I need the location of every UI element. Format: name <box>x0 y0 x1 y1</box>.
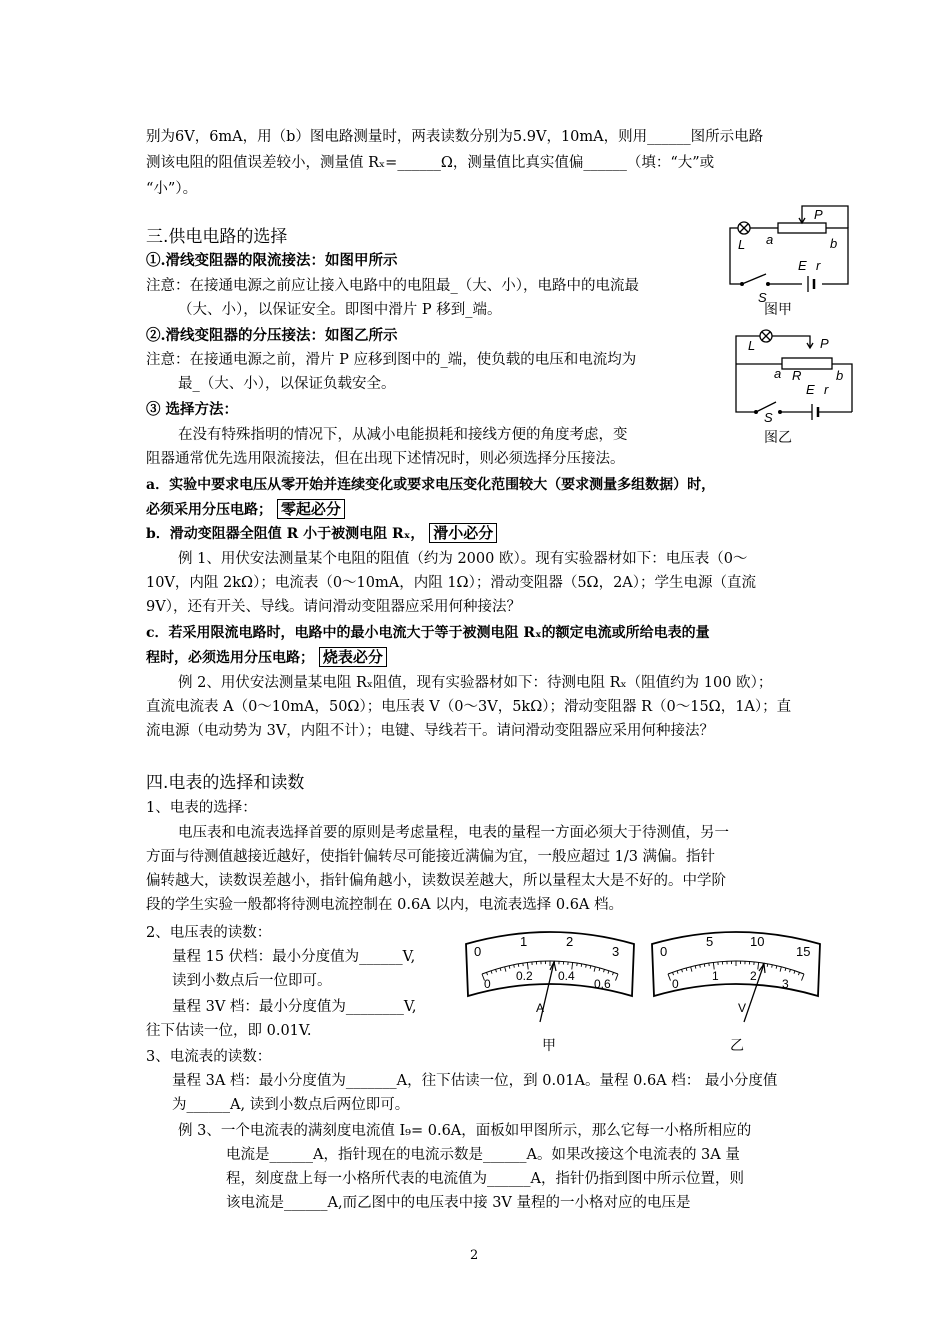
ammeter-dial-jia <box>462 926 642 1054</box>
para-line: 偏转越大，读数误差越小，指针偏角越小，读数误差越大，所以量程太大是不好的。中学阶 <box>146 873 726 889</box>
note-line: （大、小），以保证安全。即图中滑片 P 移到_端。 <box>178 302 502 318</box>
mnemonic-tag: 烧表必分 <box>319 647 387 667</box>
mnemonic-tag: 零起必分 <box>277 499 345 519</box>
para-line: 方面与待测值越接近越好，使指针偏转尽可能接近满偏为宜，一般应超过 1/3 满偏。指针 <box>146 849 716 865</box>
condition-c: c．若采用限流电路时，电路中的最小电流大于等于被测电阻 Rₓ的额定电流或所给电表的量 <box>146 625 710 641</box>
circuit-diagram-yi <box>726 322 860 446</box>
unit-label: V <box>738 1001 747 1015</box>
condition-b <box>146 522 497 545</box>
para-line: 量程 3V 档：最小分度值为________V, <box>172 999 417 1015</box>
scale-tick <box>704 964 705 967</box>
label-P: P <box>820 336 829 351</box>
label-E: E <box>798 258 807 273</box>
page-number: 2 <box>470 1248 479 1263</box>
example-line: 例 3、一个电流表的满刻度电流值 I₉= 0.6A，面板如甲图所示，那么它每一小格所相应的 <box>178 1123 752 1139</box>
example-line: 例 1、用伏安法测量某个电阻的阻值（约为 2000 欧）。现有实验器材如下：电压表（0～ <box>178 551 748 567</box>
para-line: 别为6V，6mA，用（b）图电路测量时，两表读数分别为5.9V，10mA，则用______图所示电路 <box>146 129 764 145</box>
mnemonic-tag: 滑小必分 <box>429 523 497 543</box>
label-R: R <box>792 368 802 383</box>
tick-label-bottom: 3 <box>782 977 789 991</box>
condition-text: 必须采用分压电路； <box>146 502 272 518</box>
tick-label-bottom: 2 <box>750 969 757 983</box>
label-L: L <box>738 237 746 252</box>
tick-label-top: 5 <box>706 934 714 949</box>
heading: 2、电压表的读数： <box>146 925 272 941</box>
heading: ②.滑线变阻器的分压接法：如图乙所示 <box>146 327 398 344</box>
tick-label-top: 1 <box>520 934 528 949</box>
note-line: 注意：在接通电源之前应让接入电路中的电阻最_（大、小），电路中的电流最 <box>146 278 639 294</box>
example-line: 10V，内阻 2kΩ）；电流表（0～10mA，内阻 1Ω）；滑动变阻器（5Ω，2A）；学生电源（直流 <box>146 575 757 591</box>
voltmeter-dial-yi <box>648 926 828 1054</box>
para-line: 测该电阻的阻值误差较小，测量值 Rₓ=______Ω，测量值比真实值偏______（填：“大”或 <box>146 155 715 171</box>
label-r: r <box>816 258 821 273</box>
label-S: S <box>764 410 773 425</box>
tick-label-bottom: 1 <box>712 969 719 983</box>
para-line: 往下估读一位，即 0.01V. <box>146 1023 312 1039</box>
tick-label-bottom: 0.2 <box>516 969 533 983</box>
caption-meter-yi: 乙 <box>730 1037 744 1053</box>
para-line: 段的学生实验一般都将待测电流控制在 0.6A 以内，电流表选择 0.6A 档。 <box>146 897 623 913</box>
para-line: 为______A, 读到小数点后两位即可。 <box>172 1097 410 1113</box>
scale-tick <box>514 965 515 968</box>
section-title: 四.电表的选择和读数 <box>146 773 305 793</box>
condition-a: a．实验中要求电压从零开始并连续变化或要求电压变化范围较大（要求测量多组数据）时， <box>146 477 716 493</box>
example-line: 直流电流表 A（0～10mA，50Ω）；电压表 V（0～3V，5kΩ）；滑动变阻器 R（0～15Ω，1A）；直 <box>146 699 792 715</box>
scale-tick <box>772 965 773 968</box>
heading: ①.滑线变阻器的限流接法：如图甲所示 <box>146 252 398 269</box>
scale-tick <box>586 965 587 968</box>
note-line: 注意：在接通电源之前，滑片 P 应移到图中的_端，使负载的电压和电流均为 <box>146 352 637 368</box>
para-line: “小”）。 <box>146 181 198 197</box>
example-line: 该电流是______A,而乙图中的电压表中接 3V 量程的一小格对应的电压是 <box>226 1195 691 1211</box>
para-line: 电压表和电流表选择首要的原则是考虑量程，电表的量程一方面必须大于待测值，另一 <box>178 825 729 841</box>
label-a: a <box>774 366 782 381</box>
scale-tick <box>518 964 519 967</box>
para-line: 在没有特殊指明的情况下，从减小电能损耗和接线方便的角度考虑，变 <box>178 427 628 443</box>
heading: 1、电表的选择： <box>146 800 257 816</box>
label-b: b <box>836 368 844 383</box>
label-S: S <box>758 290 767 305</box>
tick-label-top: 2 <box>566 934 574 949</box>
unit-label: A <box>536 1001 545 1015</box>
label-L: L <box>748 338 756 353</box>
heading: 3、电流表的读数： <box>146 1049 272 1065</box>
label-a: a <box>766 232 774 247</box>
tick-label-top: 3 <box>612 944 620 959</box>
note-line: 最_（大、小），以保证负载安全。 <box>178 376 396 392</box>
example-line: 例 2、用伏安法测量某电阻 Rₓ阻值，现有实验器材如下：待测电阻 Rₓ（阻值约为 100 欧）； <box>178 675 773 691</box>
tick-label-bottom: 0 <box>484 977 491 991</box>
scale-tick <box>581 964 582 967</box>
tick-label-top: 10 <box>750 934 765 949</box>
label-b: b <box>830 236 838 251</box>
label-r: r <box>824 382 829 397</box>
scale-tick <box>767 964 768 967</box>
caption-meter-jia: 甲 <box>542 1037 556 1053</box>
caption-yi: 图乙 <box>764 429 792 445</box>
example-line: 9V），还有开关、导线。请问滑动变阻器应采用何种接法？ <box>146 599 521 615</box>
para-line: 读到小数点后一位即可。 <box>172 973 332 989</box>
tick-label-top: 0 <box>474 944 482 959</box>
condition-a <box>146 498 345 521</box>
condition-text: 程时，必须选用分压电路； <box>146 650 314 666</box>
tick-label-bottom: 0.4 <box>558 969 575 983</box>
example-line: 流电源（电动势为 3V，内阻不计）；电键、导线若干。请问滑动变阻器应采用何种接法？ <box>146 723 715 739</box>
label-P: P <box>814 207 823 222</box>
condition-c <box>146 646 387 669</box>
example-line: 电流是______A，指针现在的电流示数是______A。如果改接这个电流表的 3A 量 <box>226 1147 740 1163</box>
circuit-diagram-jia <box>722 198 858 318</box>
label-E: E <box>806 382 815 397</box>
para-line: 量程 15 伏档：最小分度值为______V, <box>172 949 416 965</box>
tick-label-bottom: 0.6 <box>594 977 611 991</box>
scale-tick <box>700 965 701 968</box>
example-line: 程，刻度盘上每一小格所代表的电流值为______A，指针仍指到图中所示位置，则 <box>226 1171 744 1187</box>
condition-text: b．滑动变阻器全阻值 R 小于被测电阻 Rₓ， <box>146 526 425 542</box>
section-title: 三.供电电路的选择 <box>146 227 288 247</box>
para-line: 阻器通常优先选用限流接法，但在出现下述情况时，则必须选择分压接法。 <box>146 451 625 467</box>
tick-label-top: 0 <box>660 944 668 959</box>
heading: ③ 选择方法： <box>146 401 239 418</box>
tick-label-top: 15 <box>796 944 811 959</box>
para-line: 量程 3A 档：最小分度值为_______A，往下估读一位，到 0.01A。量程 0.6A 档： 最小分度值 <box>172 1073 778 1089</box>
tick-label-bottom: 0 <box>672 977 679 991</box>
caption-jia: 图甲 <box>764 301 792 317</box>
